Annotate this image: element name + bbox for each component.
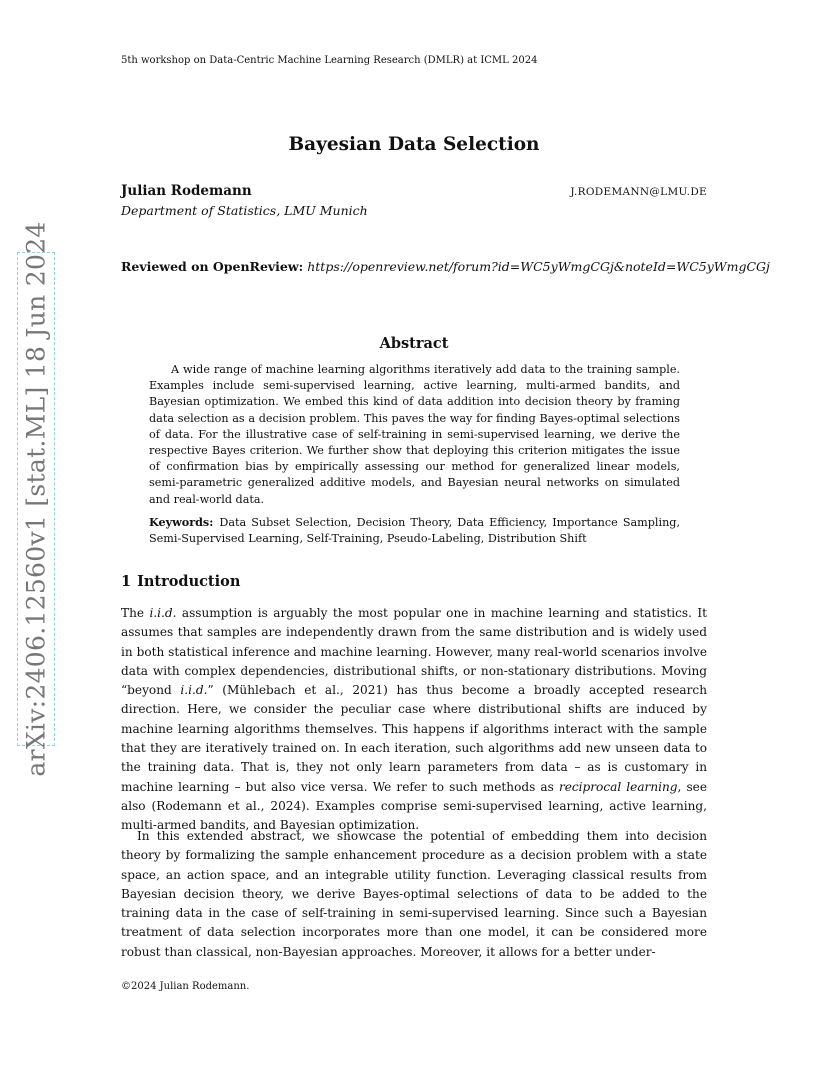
section-number: 1 [121, 573, 132, 590]
copyright-footer: ©2024 Julian Rodemann. [121, 981, 250, 992]
text-run: The [121, 606, 150, 620]
section-heading-introduction [121, 573, 246, 590]
text-run: ” (Mühlebach et al., 2021) has thus become a broadly accepted research direction. Here, we consider the peculiar case where distributional shifts are induced by machine learning algorithms themselves. This happens if algorithms interact with the sample that they are iteratively trained on. In each iteration, such algorithms add new unseen data to the training data. That is, they not only learn parameters from data – as is customary in machine learning – but also vice versa. We refer to such methods as [121, 683, 707, 794]
iid-term: i.i.d. [180, 683, 208, 698]
iid-term: i.i.d. [149, 606, 177, 620]
review-url-link[interactable]: https://openreview.net/forum?id=WC5yWmgCGj&noteId=WC5yWmgCGj [307, 259, 770, 274]
abstract-text: A wide range of machine learning algorithms iteratively add data to the training sample. Examples include semi-supervised learning, active learning, multi-armed bandits, and Bayesian optimization. We embed this kind of data addition into decision theory by framing data selection as a decision problem. This paves the way for finding Bayes-optimal selections of data. For the illustrative case of self-training in semi-supervised learning, we derive the respective Bayes criterion. We further show that deploying this criterion mitigates the issue of confirmation bias by empirically assessing our method for generalized linear models, semi-parametric generalized additive models, and Bayesian neural networks on simulated and real-world data. [149, 363, 680, 506]
arxiv-stamp-text: arXiv:2406.12560v1 [stat.ML] 18 Jun 2024 [21, 221, 51, 777]
keywords-label: Keywords: [149, 515, 214, 529]
openreview-line [121, 259, 770, 274]
intro-paragraph-1 [121, 604, 707, 836]
paper-title: Bayesian Data Selection [288, 134, 540, 155]
keywords [149, 514, 680, 547]
intro-paragraph-2: In this extended abstract, we showcase the potential of embedding them into decision theory by formalizing the sample enhancement procedure as a decision problem with a state space, an action space, and an integrable utility function. Leveraging classical results from Bayesian decision theory, we derive Bayes-optimal selections of data to be added to the training data in the case of self-training in semi-supervised learning. Since such a Bayesian treatment of data selection incorporates more than one model, it can be considered more robust than classical, non-Bayesian approaches. Moreover, it allows for a better under- [121, 829, 707, 959]
author-affiliation: Department of Statistics, LMU Munich [121, 203, 368, 218]
abstract-heading: Abstract [379, 335, 449, 352]
text-run: , see also (Rodemann et al., 2024). Examples comprise semi-supervised learning, active learning, multi-armed bandits, and Bayesian optimization. [121, 779, 707, 833]
reciprocal-learning-term: reciprocal learning [558, 779, 678, 794]
arxiv-stamp [17, 221, 55, 777]
venue-header: 5th workshop on Data-Centric Machine Learning Research (DMLR) at ICML 2024 [121, 55, 538, 66]
keywords-list: Data Subset Selection, Decision Theory, Data Efficiency, Importance Sampling, Semi-Supervised Learning, Self-Training, Pseudo-Labeling, Distribution Shift [149, 516, 680, 546]
text-run: assumption is arguably the most popular one in machine learning and statistics. It assumes that samples are independently drawn from the same distribution and is widely used in both statistical inference and machine learning. However, many real-world scenarios involve data with complex dependencies, distributional shifts, or non-stationary distributions. Moving “beyond [121, 606, 707, 698]
author-name: Julian Rodemann [121, 183, 252, 199]
section-title: Introduction [137, 573, 241, 590]
author-email[interactable]: J.RODEMANN@LMU.DE [570, 186, 707, 198]
review-label: Reviewed on OpenReview: [121, 259, 304, 274]
